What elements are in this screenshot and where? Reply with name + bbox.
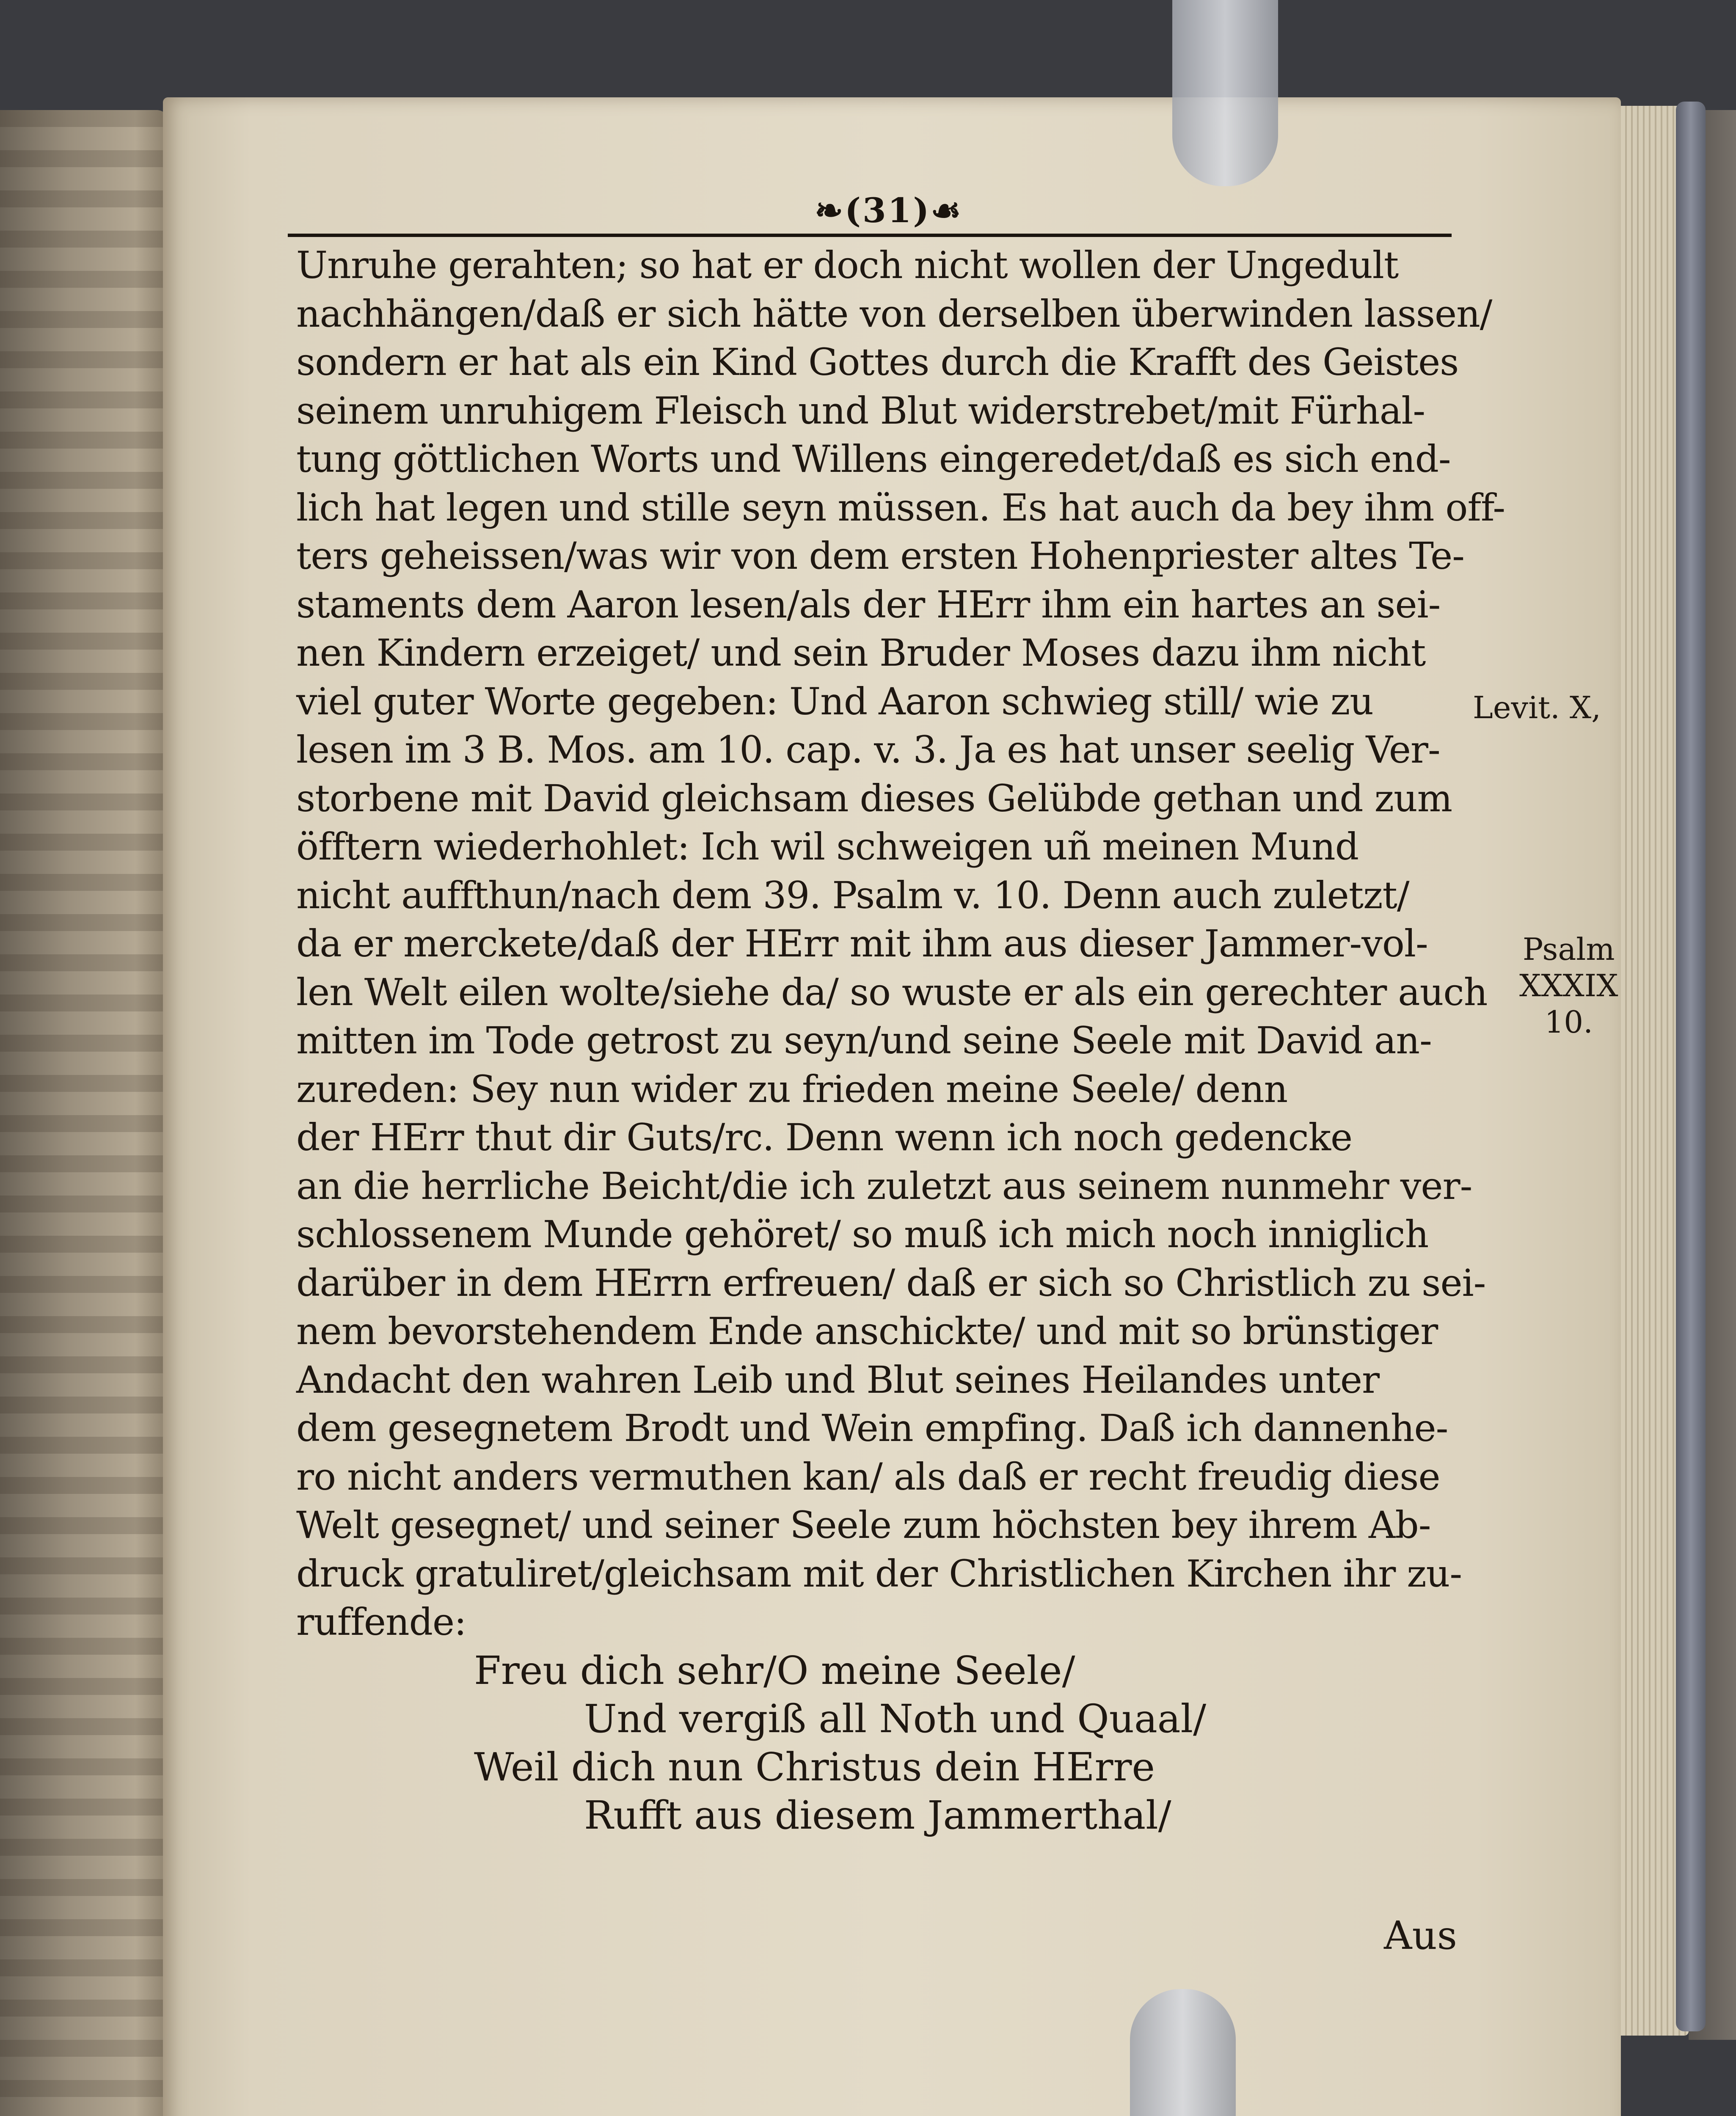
- clamp-bottom: [1130, 1989, 1236, 2116]
- body-line: len Welt eilen wolte/siehe da/ so wuste er als ein gerechter auch: [296, 970, 1488, 1014]
- left-page-text-shadow: [0, 110, 169, 2116]
- body-line: ters geheissen/was wir von dem ersten Hohenpriester altes Te-: [296, 534, 1464, 578]
- body-line: storbene mit David gleichsam dieses Gelübde gethan und zum: [296, 776, 1452, 820]
- body-line: Welt gesegnet/ und seiner Seele zum höchsten bey ihrem Ab-: [296, 1503, 1431, 1547]
- body-line: sondern er hat als ein Kind Gottes durch die Krafft des Geistes: [296, 340, 1459, 384]
- body-line: druck gratuliret/gleichsam mit der Christlichen Kirchen ihr zu-: [296, 1551, 1462, 1595]
- body-line: Unruhe gerahten; so hat er doch nicht wollen der Ungedult: [296, 243, 1399, 287]
- body-line: da er merckete/daß der HErr mit ihm aus dieser Jammer-vol-: [296, 922, 1428, 965]
- margin-note-psalm-line: 10.: [1544, 1004, 1593, 1040]
- body-line: der HErr thut dir Guts/rc. Denn wenn ich noch gedencke: [296, 1116, 1353, 1159]
- ribbon-marker: [1676, 102, 1706, 2031]
- header-ornament-right-icon: ☙: [931, 190, 963, 230]
- body-line: dem gesegnetem Brodt und Wein empfing. Daß ich dannenhe-: [296, 1406, 1448, 1450]
- body-line: nen Kindern erzeiget/ und sein Bruder Moses dazu ihm nicht: [296, 631, 1426, 675]
- body-line: nem bevorstehendem Ende anschickte/ und mit so brünstiger: [296, 1309, 1438, 1353]
- body-text: [296, 241, 1505, 1840]
- margin-note-levit: Levit. X,: [1473, 690, 1601, 725]
- margin-note-psalm: [1519, 931, 1618, 1040]
- clamp-top: [1172, 0, 1278, 186]
- body-line: tung göttlichen Worts und Willens eingeredet/daß es sich end-: [296, 437, 1451, 481]
- header-rule: [288, 234, 1452, 237]
- body-line: staments dem Aaron lesen/als der HErr ihm ein hartes an sei-: [296, 582, 1441, 626]
- body-line: schlossenem Munde gehöret/ so muß ich mich noch inniglich: [296, 1212, 1429, 1256]
- body-line: lich hat legen und stille seyn müssen. Es hat auch da bey ihm off-: [296, 485, 1505, 529]
- body-line: ruffende:: [296, 1600, 466, 1644]
- margin-note-psalm-line: XXXIX: [1519, 968, 1618, 1003]
- header-ornament-left-icon: ❧: [815, 190, 845, 230]
- body-line: viel guter Worte gegeben: Und Aaron schwieg still/ wie zu: [296, 679, 1373, 723]
- body-line: mitten im Tode getrost zu seyn/und seine Seele mit David an-: [296, 1019, 1432, 1062]
- body-line: seinem unruhigem Fleisch und Blut widerstrebet/mit Fürhal-: [296, 388, 1425, 433]
- page-header: ❧(31)☙: [815, 190, 963, 230]
- verse-line: Rufft aus diesem Jammerthal/: [584, 1792, 1171, 1838]
- left-page: [0, 110, 169, 2116]
- body-line: an die herrliche Beicht/die ich zuletzt aus seinem nunmehr ver-: [296, 1164, 1472, 1208]
- body-line: darüber in dem HErrn erfreuen/ daß er sich so Christlich zu sei-: [296, 1261, 1486, 1305]
- body-line: ro nicht anders vermuthen kan/ als daß er recht freudig diese: [296, 1455, 1440, 1499]
- catchword: Aus: [1384, 1913, 1457, 1958]
- body-line: lesen im 3 B. Mos. am 10. cap. v. 3. Ja es hat unser seelig Ver-: [296, 728, 1440, 771]
- verse-line: Freu dich sehr/O meine Seele/: [474, 1648, 1075, 1693]
- verse-line: Weil dich nun Christus dein HErre: [474, 1744, 1155, 1790]
- body-line: nachhängen/daß er sich hätte von derselben überwinden lassen/: [296, 292, 1492, 336]
- margin-note-psalm-line: Psalm: [1522, 931, 1615, 967]
- body-line: zureden: Sey nun wider zu frieden meine Seele/ denn: [296, 1067, 1288, 1111]
- body-line: nicht auffthun/nach dem 39. Psalm v. 10. Denn auch zuletzt/: [296, 873, 1409, 917]
- verse-line: Und vergiß all Noth und Quaal/: [584, 1696, 1207, 1741]
- body-line: Andacht den wahren Leib und Blut seines Heilandes unter: [296, 1358, 1380, 1402]
- body-line: öfftern wiederhohlet: Ich wil schweigen uñ meinen Mund: [296, 825, 1359, 868]
- page-number: 31: [862, 190, 913, 230]
